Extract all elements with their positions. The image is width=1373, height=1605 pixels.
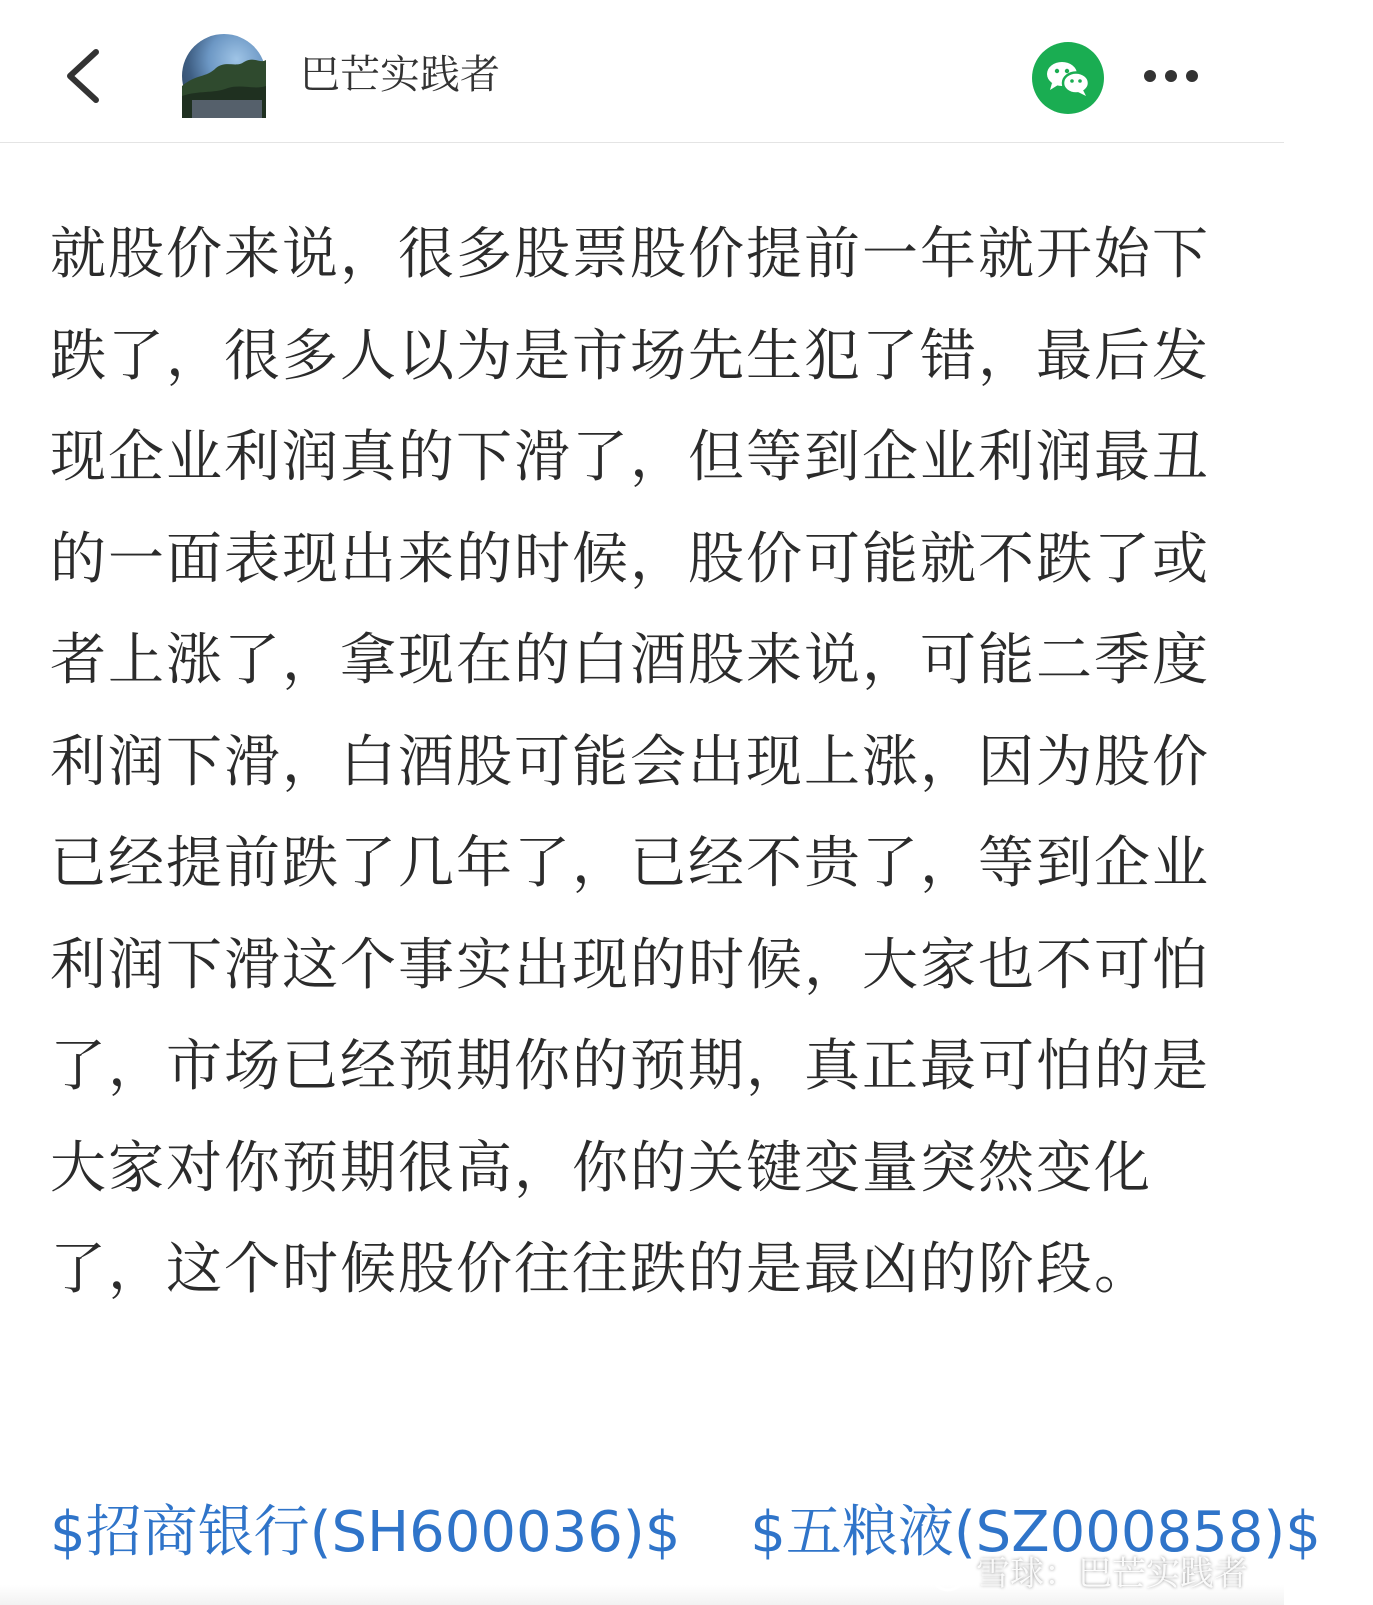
xueqiu-logo-icon xyxy=(928,1554,968,1594)
back-button[interactable] xyxy=(58,44,118,108)
top-nav-bar xyxy=(0,0,1284,143)
wechat-share-button[interactable] xyxy=(1032,42,1104,114)
more-button[interactable] xyxy=(1140,58,1210,94)
avatar[interactable] xyxy=(182,34,266,118)
avatar-image xyxy=(182,34,266,118)
stock-tag-cmb[interactable]: $招商银行(SH600036)$ xyxy=(50,1500,681,1565)
stock-tag-wuliangye[interactable]: $五粮液(SZ000858)$ xyxy=(750,1500,1321,1565)
author-name[interactable]: 巴芒实践者 xyxy=(300,52,500,98)
chevron-left-icon xyxy=(58,44,118,108)
wechat-icon xyxy=(1032,42,1104,114)
post-body-text: 就股价来说，很多股票股价提前一年就开始下跌了，很多人以为是市场先生犯了错，最后发现企业利润真的下滑了，但等到企业利润最丑的一面表现出来的时候，股价可能就不跌了或者上涨了，拿现在的白酒股来说，可能二季度利润下滑，白酒股可能会出现上涨，因为股价已经提前跌了几年了，已经不贵了，等到企业利润下滑这个事实出现的时候，大家也不可怕了，市场已经预期你的预期，真正最可怕的是大家对你预期很高，你的关键变量突然变化了，这个时候股价往往跌的是最凶的阶段。 xyxy=(50,222,1210,1302)
watermark xyxy=(928,1552,1248,1596)
watermark-text: 雪球：巴芒实践者 xyxy=(976,1554,1248,1594)
post-content xyxy=(50,204,1240,1321)
more-dots-icon xyxy=(1140,58,1210,94)
